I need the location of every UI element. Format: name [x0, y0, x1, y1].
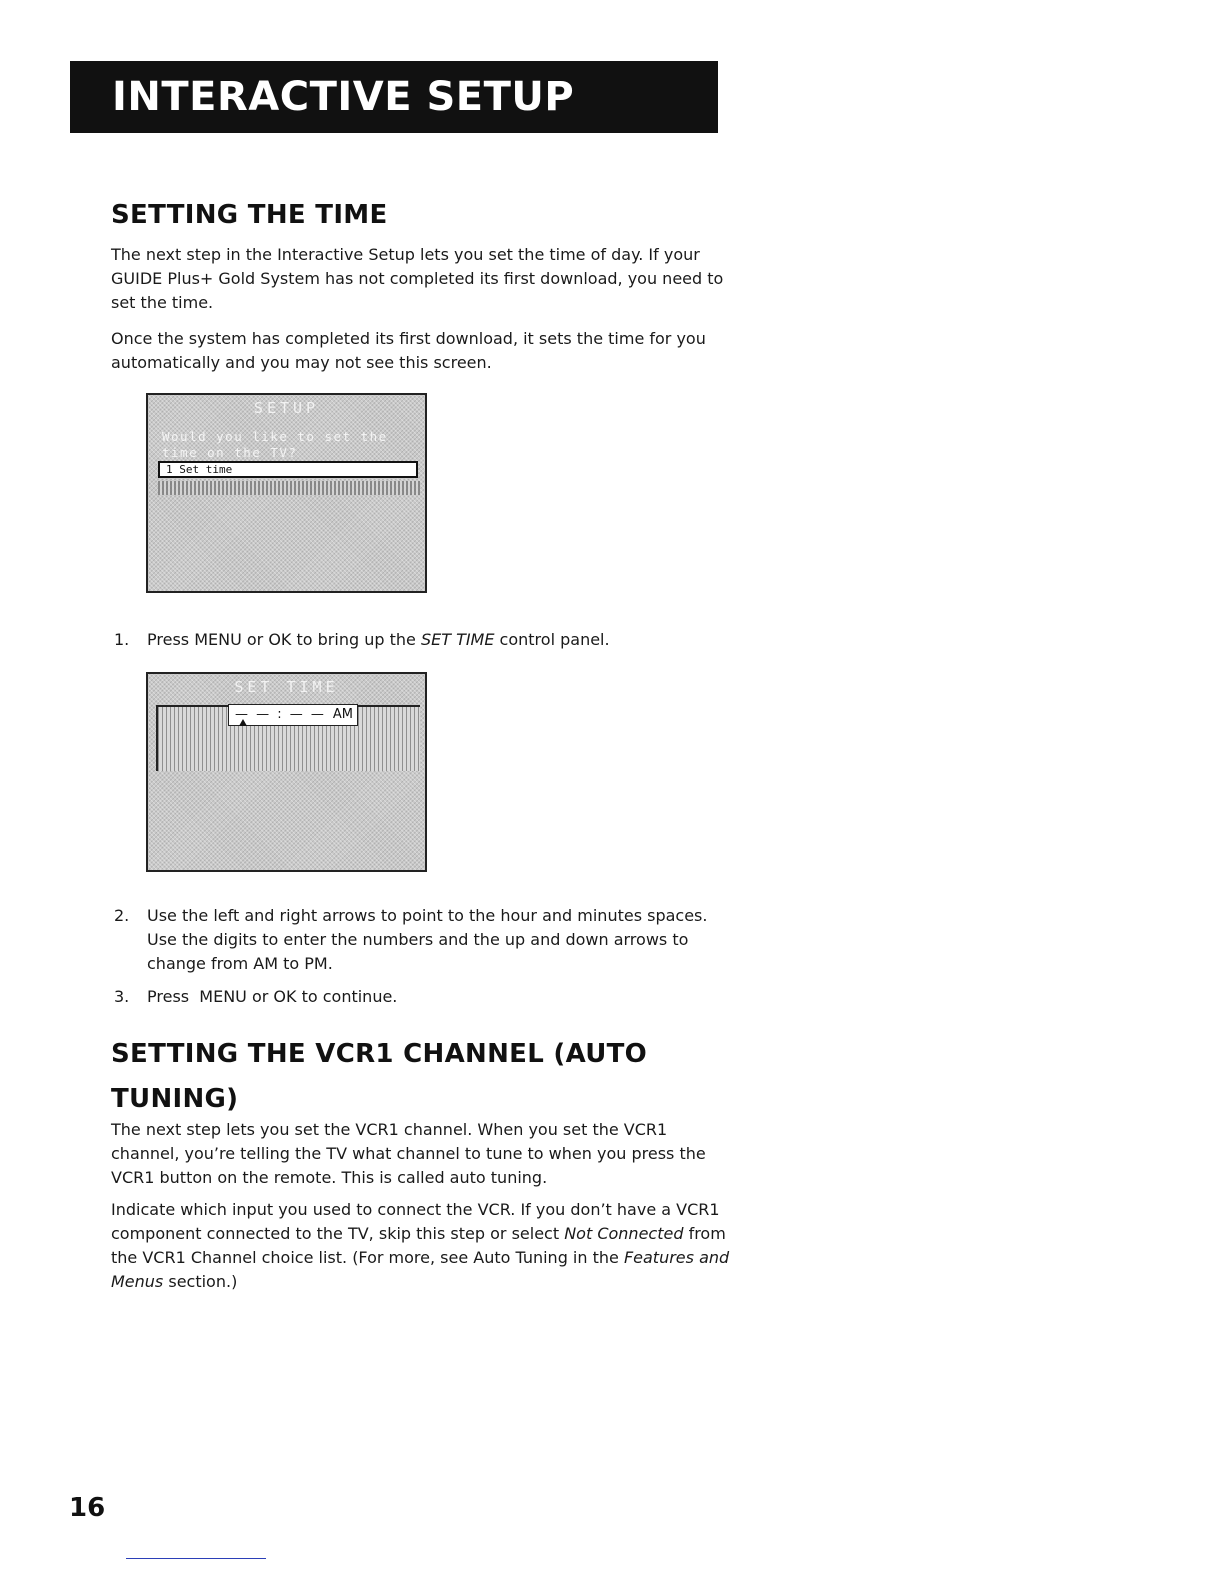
paragraph-input	[111, 1198, 731, 1294]
time-entry-field	[228, 704, 358, 726]
set-time-screen-title: SET TIME	[234, 678, 339, 696]
setup-screen-prompt: Would you like to set the time on the TV?	[162, 429, 388, 460]
paragraph-intro: The next step in the Interactive Setup lets you set the time of day. If your GUIDE Plus+ Gold System has not completed its first download, you need to set the time.	[111, 245, 724, 312]
section-banner: INTERACTIVE SETUP	[70, 61, 718, 133]
step-3	[114, 985, 734, 1009]
set-time-screen-image	[146, 672, 427, 872]
paragraph-vcr1: The next step lets you set the VCR1 channel. When you set the VCR1 channel, you’re telling the TV what channel to tune to when you press the VCR1 button on the remote. This is called auto tuning.	[111, 1120, 706, 1187]
setup-screen-title: SETUP	[253, 399, 320, 417]
step-text-part: control panel.	[494, 630, 610, 649]
screen-band	[158, 481, 420, 495]
text-part: section.)	[163, 1272, 238, 1291]
text-part: Indicate which input you used to connect the VCR. If you don’t have a VCR1 component connected to the TV, skip this step or select	[111, 1200, 720, 1243]
setup-screen-image	[146, 393, 427, 593]
step-number: 1.	[114, 630, 130, 649]
step-number: 3.	[114, 987, 130, 1006]
text-italic: Features and Menus	[111, 1248, 730, 1291]
step-number: 2.	[114, 906, 130, 925]
page-number: 16	[69, 1493, 106, 1523]
heading-vcr1-channel: SETTING THE VCR1 CHANNEL (AUTO TUNING)	[111, 1039, 648, 1114]
text-part: from the VCR1 Channel choice list. (For more, see Auto Tuning in the	[111, 1224, 726, 1267]
footer-rule	[126, 1558, 266, 1559]
step-text: Press MENU or OK to continue.	[147, 987, 398, 1006]
am-pm-indicator: AM	[332, 707, 353, 722]
set-time-option: 1 Set time	[158, 461, 418, 478]
step-text	[147, 628, 727, 652]
time-dashes: — — : — —	[235, 707, 326, 722]
heading-setting-the-time: SETTING THE TIME	[111, 200, 388, 230]
text-italic: Not Connected	[564, 1224, 684, 1243]
step-text-italic: SET TIME	[420, 630, 495, 649]
paragraph-download: Once the system has completed its first download, it sets the time for you automatically and you may not see this screen.	[111, 329, 706, 372]
step-2	[114, 904, 734, 976]
cursor-caret-icon	[239, 719, 247, 726]
step-text: Use the left and right arrows to point to the hour and minutes spaces. Use the digits to enter the numbers and the up and down arrows to change from AM to PM.	[147, 906, 708, 973]
step-text-part: Press MENU or OK to bring up the	[147, 630, 421, 649]
step-1	[114, 628, 734, 652]
